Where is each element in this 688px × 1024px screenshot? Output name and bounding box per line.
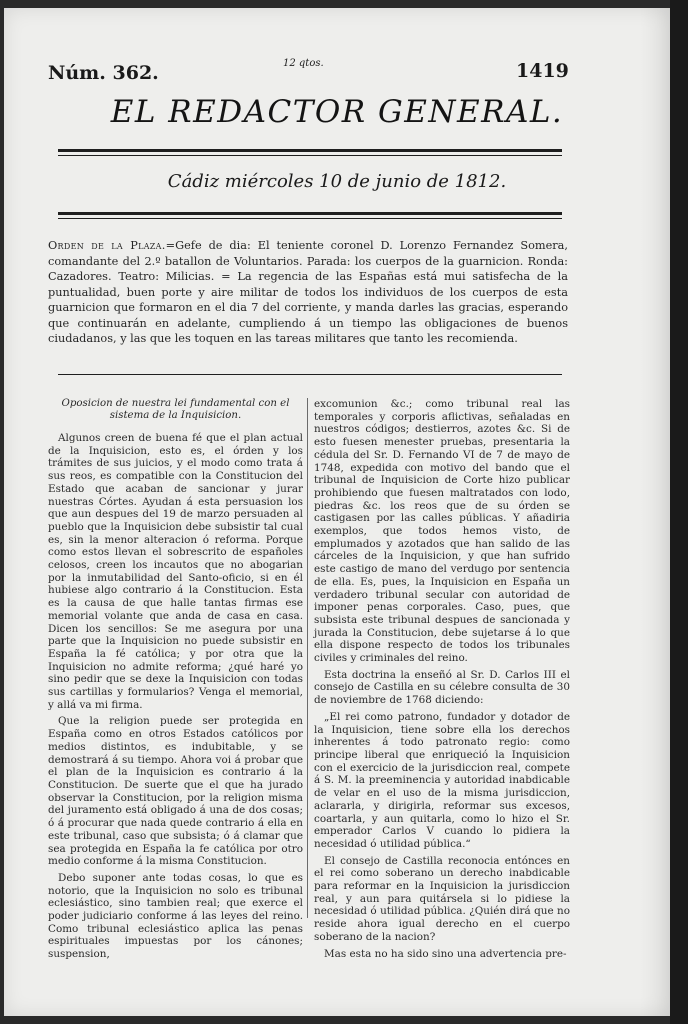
masthead-rule-thick bbox=[58, 149, 562, 152]
section-rule bbox=[58, 374, 562, 375]
orden-de-la-plaza bbox=[48, 238, 568, 347]
scan-margin bbox=[670, 0, 688, 1024]
left-column bbox=[48, 398, 303, 961]
right-paragraph: El consejo de Castilla reconocia entónces en el rei como soberano un derecho inabdicable para reformar en la Inquisicion la jurisdiccion real, y aun para quitársela si lo pidiese la necesidad ó utilidad pública. ¿Quién dirá que no reside ahora igual derecho en el cuerpo soberano de la nacion? bbox=[314, 854, 570, 943]
right-column bbox=[314, 398, 570, 960]
right-paragraph: Mas esta no ha sido sino una advertencia pre- bbox=[324, 947, 567, 960]
dateline-rule-thin bbox=[58, 218, 562, 219]
orden-lead: Orden de la Plaza. bbox=[48, 239, 166, 252]
masthead-rule-thin bbox=[58, 155, 562, 156]
article-title: Oposicion de nuestra lei fundamental con el sistema de la Inquisicion. bbox=[61, 398, 290, 421]
right-paragraph: „El rei como patrono, fundador y dotador de la Inquisicion, tiene sobre ella los derechos inherentes á todo patronato regio: como principe liberal que enriqueció la Inquisicion con el exercicio de la jurisdiccion real, compete á S. M. la preeminencia y autoridad inabdicable de velar en el uso de la misma jurisdiccion, aclararla, y dirigirla, reformar sus excesos, coartarla, y aun quitarla, como lo hizo el Sr. emperador Carlos V cuando lo pidiera la necesidad ó utilidad pública.“ bbox=[314, 710, 570, 850]
dateline: Cádiz miércoles 10 de junio de 1812. bbox=[167, 171, 507, 192]
issue-number: Núm. 362. bbox=[48, 62, 159, 84]
newspaper-page bbox=[4, 8, 670, 1016]
right-paragraph: Esta doctrina la enseñó al Sr. D. Carlos III el consejo de Castilla en su célebre consulta de 30 de noviembre de 1768 diciendo: bbox=[314, 668, 570, 707]
masthead-title: EL REDACTOR GENERAL. bbox=[110, 94, 564, 130]
right-paragraph: excomunion &c.; como tribunal real las temporales y corporis aflictivas, señaladas en nuestros códigos; destierros, azotes &c. Si de esto fuesen menester pruebas, presentaria la cédula del Sr. D. Fernando VI de 7 de mayo de 1748, expedida con motivo del bando que el tribunal de Inquisicion de Corte hizo publicar prohibiendo que fuesen maltratados con lodo, piedras &c. los reos que de su órden se castigasen por las calles públicas. Y añadiria exemplos, que todos hemos visto, de emplumados y azotados que han salido de las cárceles de la Inquisicion, y que han sufrido este castigo de mano del verdugo por sentencia de ella. Es, pues, la Inquisicion en España un verdadero tribunal secular con autoridad de imponer penas corporales. Caso, pues, que subsista este tribunal despues de sancionada y jurada la Constitucion, debe sujetarse á lo que ella dispone respecto de todos los tribunales civiles y criminales del reino. bbox=[314, 398, 570, 665]
dateline-rule-thick bbox=[58, 212, 562, 215]
page-edge-shade bbox=[640, 8, 670, 1016]
left-paragraph: Algunos creen de buena fé que el plan actual de la Inquisicion, esto es, el órden y los trámites de sus juicios, y el modo como trata á sus reos, es compatible con la Constitucion del Estado que acaban de sancionar y jurar nuestras Córtes. Ayudan á esta persuasion los que aun despues del 19 de marzo persuaden al pueblo que la Inquisicion debe subsistir tal cual es, sin la menor alteracion ó reforma. Porque como estos llevan el sobrescrito de españoles celosos, creen los incautos que no abogarian por la inmutabilidad del Santo-oficio, si en él hubiese algo contrario á la Constitucion. Esta es la causa de que halle tantas firmas ese memorial volante que anda de casa en casa. Dicen los sencillos: Se me asegura por una parte que la Inquisicion no puede subsistir en España la fé católica; y por otra que la Inquisicion no admite reforma; ¿qué haré yo sino pedir que se dexe la Inquisicion con todas sus cartillas y formularios? Venga el memorial, y allá va mi firma. bbox=[48, 432, 303, 711]
column-divider bbox=[307, 398, 308, 918]
left-paragraph: Debo suponer ante todas cosas, lo que es notorio, que la Inquisicion no solo es tribunal eclesiástico, sino tambien real; que exerce el poder judiciario conforme á las leyes del reino. Como tribunal eclesiástico aplica las penas espirituales impuestas por los cánones; suspension, bbox=[48, 871, 303, 961]
page-number: 1419 bbox=[516, 60, 569, 82]
orden-text: =Gefe de dia: El teniente coronel D. Lorenzo Fernandez Somera, comandante del 2.º batallon de Voluntarios. Parada: los cuerpos de la guarnicion. Ronda: Cazadores. Teatro: Milicias. = La regencia de las Españas está mui satisfecha de la puntualidad, buen porte y aire militar de todos los individuos de los cuerpos de esta guarnicion que formaron en el dia 7 del corriente, y manda darles las gracias, esperando que continuarán en adelante, cumpliendo á un tiempo las obligaciones de buenos ciudadanos, y las que les toquen en las tareas militares que tanto les recomienda. bbox=[48, 239, 568, 345]
quarto-note: 12 qtos. bbox=[283, 58, 324, 69]
left-paragraph: Que la religion puede ser protegida en España como en otros Estados católicos por medios distintos, es indubitable, y se demostrará á su tiempo. Ahora voi á probar que el plan de la Inquisicion es contrario á la Constitucion. De suerte que el que ha jurado observar la Constitucion, por la religion misma del juramento está obligado á una de dos cosas; ó á procurar que nada quede contrario á ella en este tribunal, caso que subsista; ó á clamar que sea protegida en España la fe católica por otro medio conforme á la misma Constitucion. bbox=[48, 715, 303, 868]
